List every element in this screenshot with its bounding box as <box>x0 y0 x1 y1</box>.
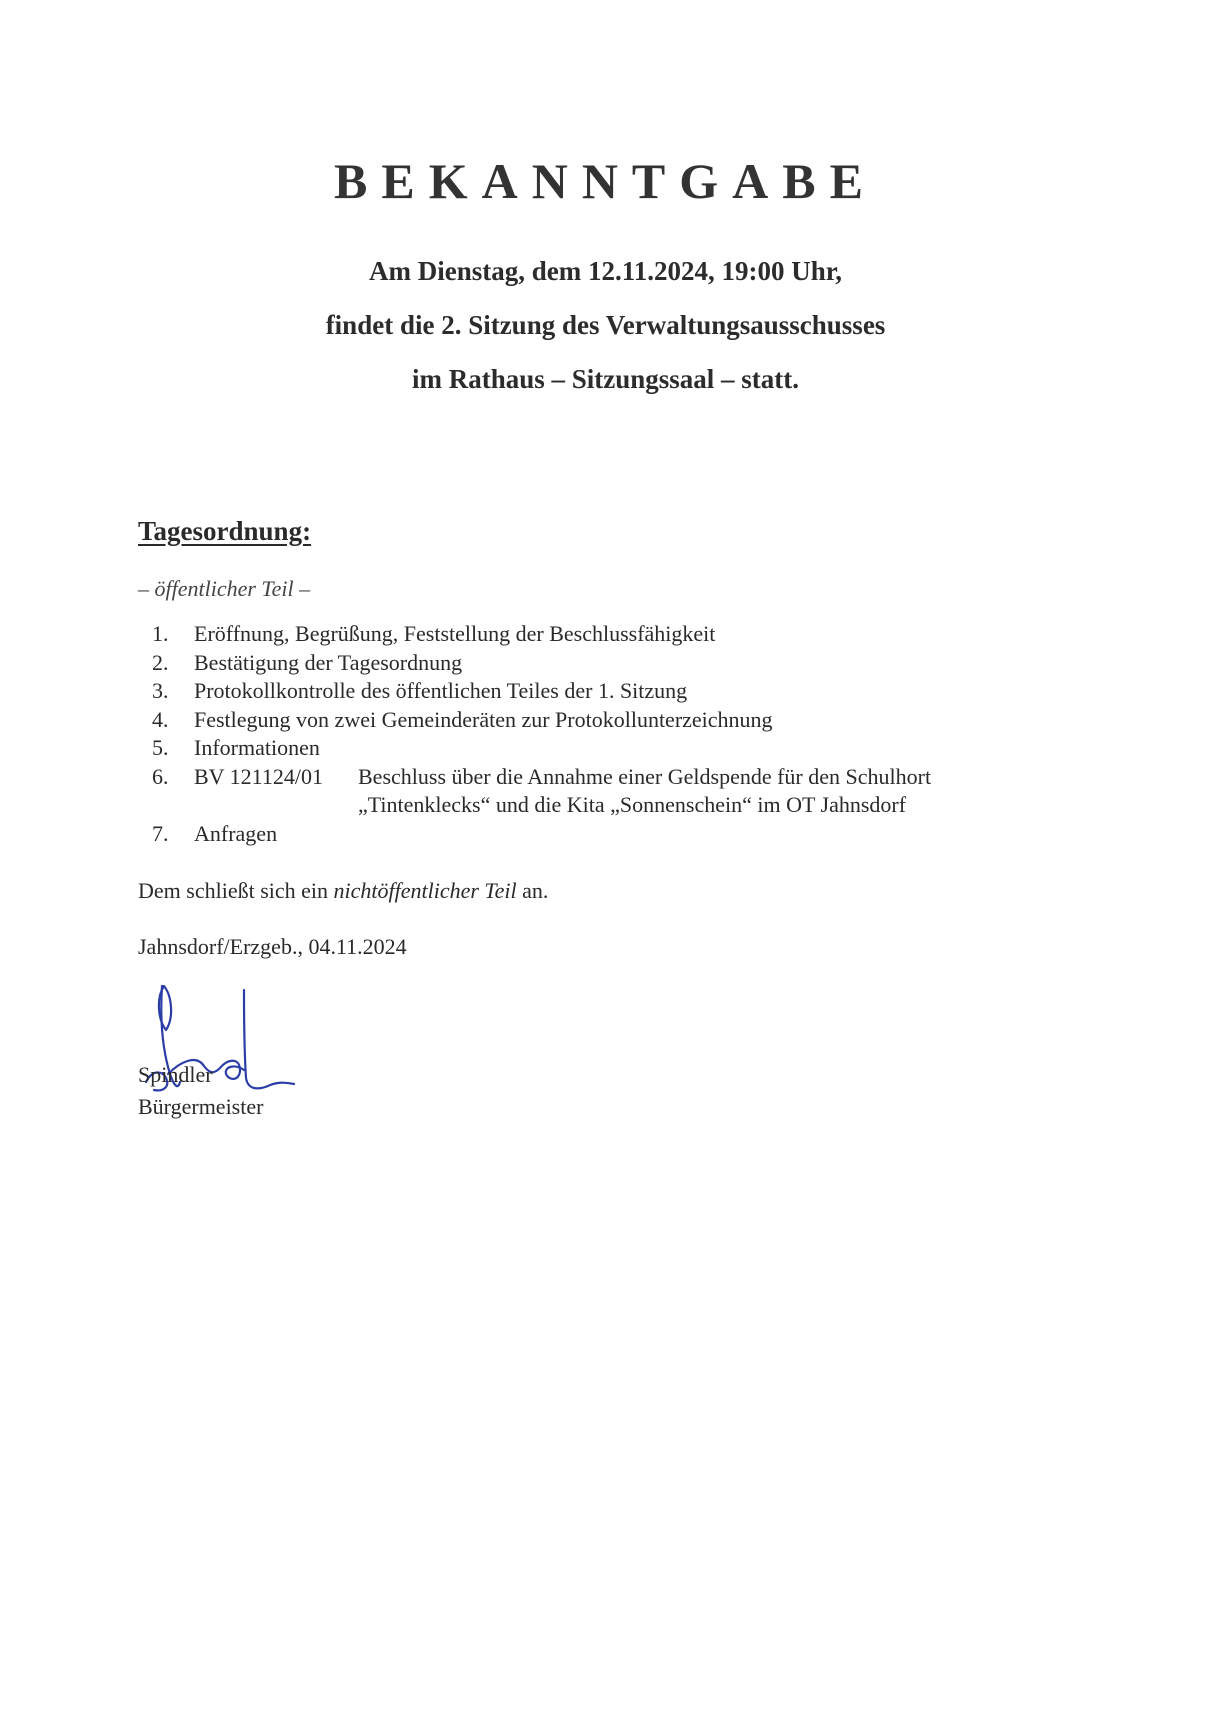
agenda-text: Informationen <box>194 735 320 760</box>
agenda-item <box>138 820 1088 849</box>
agenda-number: 6. <box>152 763 169 789</box>
agenda-text: Anfragen <box>194 820 278 846</box>
closing-suffix: an. <box>516 878 549 903</box>
agenda-number: 2. <box>152 649 169 675</box>
agenda-item <box>138 706 1088 735</box>
agenda-number: 7. <box>152 820 169 846</box>
agenda-number: 1. <box>152 621 169 646</box>
agenda-item <box>138 620 1088 649</box>
closing-statement <box>138 878 548 904</box>
agenda-description-line: „Tintenklecks“ und die Kita „Sonnenschein“ im OT Jahnsdorf <box>358 792 907 817</box>
agenda-text: Eröffnung, Begrüßung, Feststellung der Beschlussfähigkeit <box>194 621 716 646</box>
page-title: BEKANNTGABE <box>334 153 877 209</box>
headline-location: im Rathaus – Sitzungssaal – statt. <box>411 364 800 394</box>
agenda-number: 3. <box>152 678 169 703</box>
agenda-text: Bestätigung der Tagesordnung <box>194 649 463 675</box>
headline-meeting: findet die 2. Sitzung des Verwaltungsausschusses <box>325 310 886 340</box>
agenda-reference: BV 121124/01 <box>194 763 323 789</box>
place-date: Jahnsdorf/Erzgeb., 04.11.2024 <box>138 934 407 959</box>
agenda-number: 4. <box>152 706 169 732</box>
agenda-text: Festlegung von zwei Gemeinderäten zur Protokollunterzeichnung <box>194 706 773 732</box>
signer-name: Spindler <box>138 1062 213 1087</box>
agenda-number: 5. <box>152 735 169 760</box>
signer-role: Bürgermeister <box>138 1094 264 1119</box>
headline-date: Am Dienstag, dem 12.11.2024, 19:00 Uhr, <box>368 256 842 286</box>
agenda-list <box>138 620 1088 848</box>
agenda-item <box>138 763 1088 820</box>
agenda-description <box>358 763 1058 820</box>
closing-prefix: Dem schließt sich ein <box>138 878 334 903</box>
signature <box>140 978 310 1108</box>
closing-emphasis: nichtöffentlicher Teil <box>333 878 517 903</box>
agenda-text: Protokollkontrolle des öffentlichen Teiles der 1. Sitzung <box>194 678 688 703</box>
agenda-description-line: Beschluss über die Annahme einer Geldspende für den Schulhort <box>358 763 932 789</box>
agenda-item <box>138 649 1088 678</box>
agenda-title: Tagesordnung: <box>138 516 312 546</box>
public-part-label: – öffentlicher Teil – <box>138 576 311 601</box>
agenda-item <box>138 677 1088 706</box>
agenda-item <box>138 734 1088 763</box>
